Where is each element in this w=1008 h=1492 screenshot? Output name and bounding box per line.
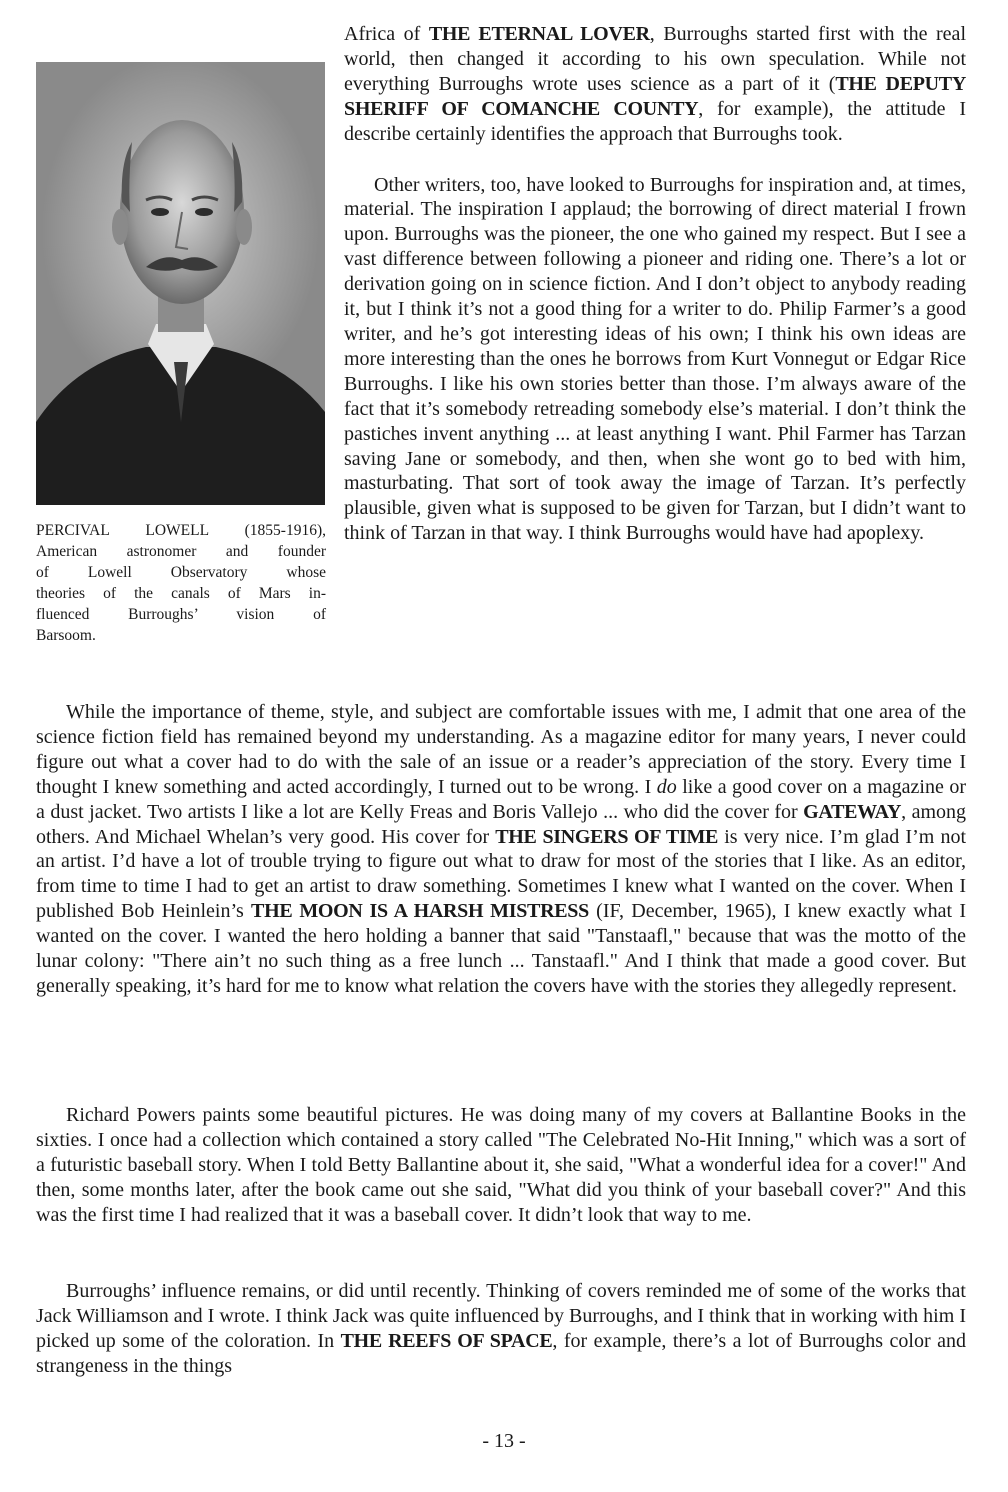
paragraph-5-block xyxy=(36,1279,966,1379)
text-run: While the importance of theme, style, and subject are comfortable issues with me, I admit that one area of the science fiction field has remained beyond my understanding. As a magazine editor for many years, I never could figure out what a cover had to do with the sale of an issue or a reader’s appreciation of the story. Every time I thought I knew something and acted accordingly, I turned out to be wrong. I xyxy=(36,701,966,798)
paragraph-5 xyxy=(36,1279,966,1379)
caption-line: fluenced Burroughs’ vision of xyxy=(36,606,326,623)
paragraph-1 xyxy=(344,22,966,147)
caption-line: PERCIVAL LOWELL (1855-1916), xyxy=(36,522,326,539)
text-run: like a good cover on a magazine or a dust jacket. Two artists I like a lot are Kelly Freas and Boris Vallejo ... who did the cover for xyxy=(36,775,966,823)
paragraph-4: Richard Powers paints some beautiful pictures. He was doing many of my covers at Ballantine Books in the sixties. I once had a collection which contained a story called "The Celebrated No-Hit Inning," which was a sort of a futuristic baseball story. When I told Betty Ballantine about it, she said, "What a wonderful idea for a cover!" And then, some months later, after the book came out she said, "What did you think of your baseball cover?" And this was the first time I had realized that it was a baseball cover. It didn’t look that way to me. xyxy=(36,1104,966,1226)
title-run: THE MOON IS A HARSH MISTRESS xyxy=(251,900,589,923)
portrait-photo xyxy=(36,62,325,505)
text-run: Burroughs’ influence remains, or did until recently. Thinking of covers reminded me of some of the works that Jack Williamson and I wrote. I think Jack was quite influenced by Burroughs, and I think that in working with him I picked up some of the coloration. In xyxy=(36,1280,966,1352)
text-run: , among others. And Michael Whelan’s very good. His cover for xyxy=(36,800,967,848)
title-run: GATEWAY xyxy=(803,800,902,823)
caption-line: of Lowell Observatory whose xyxy=(36,564,326,581)
page-number: - 13 - xyxy=(482,1430,526,1452)
caption-line: American astronomer and founder xyxy=(36,543,326,560)
portrait-figure xyxy=(36,62,325,505)
text-run: (IF, December, 1965), I knew exactly what I wanted on the cover. I wanted the hero holding a banner that said "Tanstaafl," because that was the motto of the lunar colony: "There ain’t no such thing as a free lunch ... Tanstaafl." And I think that made a good cover. But generally speaking, it’s hard for me to know what relation the covers have with the stories they allegedly represent. xyxy=(36,900,966,997)
title-run: THE REEFS OF SPACE xyxy=(340,1329,553,1352)
caption-line: Barsoom. xyxy=(36,627,96,644)
text-run: , Burroughs started first with the real world, then changed it according to his own speculation. While not everything Burroughs wrote uses science as a part of it ( xyxy=(344,23,966,95)
emphasis-run: do xyxy=(656,775,677,798)
title-run: THE SINGERS OF TIME xyxy=(495,825,719,848)
text-run: , for example), the attitude I describe certainly identifies the approach that Burroughs took. xyxy=(344,97,966,145)
text-run: is very nice. I’m glad I’m not an artist. I’d have a lot of trouble trying to figure out what to draw for most of the stories that I like. As an editor, from time to time I had to get an artist to draw something. Sometimes I knew what I wanted on the cover. When I published Bob Heinlein’s xyxy=(36,825,967,923)
text-run: Africa of xyxy=(344,23,429,45)
paragraph-2: Other writers, too, have looked to Burroughs for inspiration and, at times, material. The inspiration I applaud; the borrowing of direct material I frown upon. Burroughs was the pioneer, the one who gained my respect. But I see a vast difference between following a pioneer and riding one. There’s a lot or derivation going on in science fiction. And I don’t object to anybody reading it, but I think it’s not a good thing for a writer to do. Philip Farmer’s a good writer, and he’s got interesting ideas of his own; I think his own ideas are more interesting than the ones he borrows from Kurt Vonnegut or Edgar Rice Burroughs. I like his own stories better than those. I’m always aware of the fact that it’s somebody retreading somebody else’s material. I don’t think the pastiches invent anything ... at least anything I want. Phil Farmer has Tarzan saving Jane or somebody, and then, when she wont go to bed with him, masturbating. That sort of took away the image of Tarzan. It’s perfectly plausible, given what is supposed to be given for Tarzan, but I didn’t want to think of Tarzan in that way. I think Burroughs would have had apoplexy. xyxy=(344,173,966,545)
title-run: THE ETERNAL LOVER xyxy=(428,23,650,45)
right-column xyxy=(344,22,966,546)
text-run: , for example, there’s a lot of Burroughs color and strangeness in the things xyxy=(36,1329,966,1377)
paragraph-3 xyxy=(36,700,966,999)
title-run: THE DEPUTY SHERIFF OF COMANCHE COUNTY xyxy=(344,72,966,120)
paragraph-3-block xyxy=(36,700,966,999)
paragraph-4-block xyxy=(36,1103,966,1228)
caption-line: theories of the canals of Mars in- xyxy=(36,585,326,602)
photo-caption xyxy=(36,520,326,646)
